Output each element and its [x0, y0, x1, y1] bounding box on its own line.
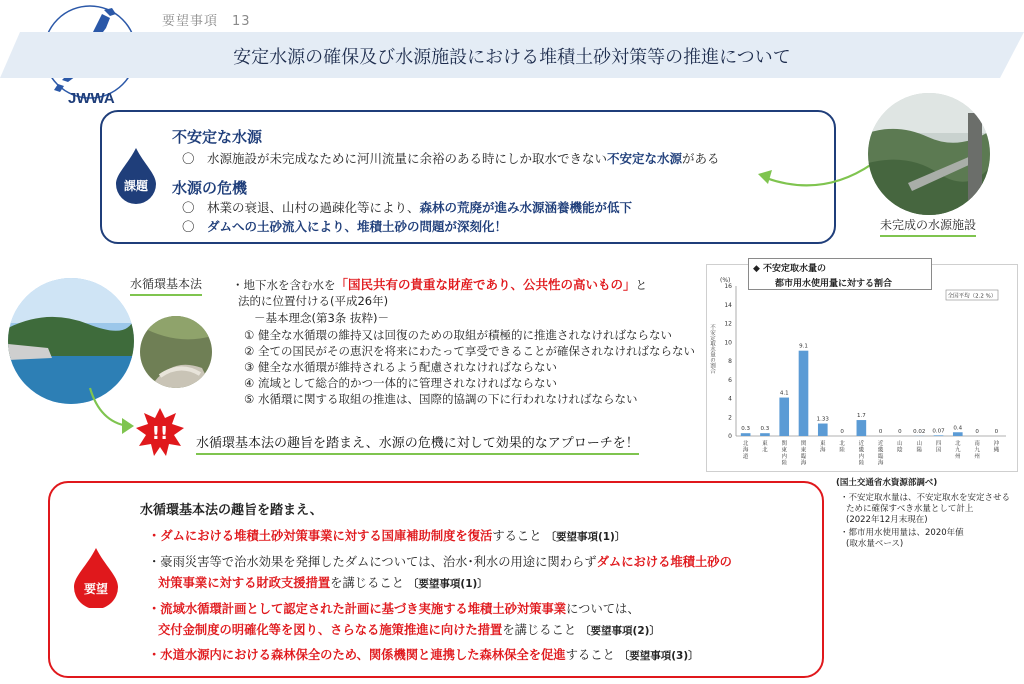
- y-unit-label: (%): [720, 277, 731, 284]
- x-tick-label: 北: [839, 441, 845, 447]
- bar-value-label: 0: [994, 429, 999, 435]
- request-1-ref: 〔要望事項(1)〕: [545, 531, 626, 543]
- issue-line-1: [182, 149, 720, 167]
- svg-text:!!: !!: [151, 423, 169, 444]
- issue-line-2-text: 〇 林業の衰退、山村の過疎化等により、: [182, 200, 420, 215]
- heading-source-crisis: 水源の危機: [172, 179, 248, 197]
- request-4-highlight: ・水道水源内における森林保全のため、関係機関と連携した森林保全を促進: [148, 648, 566, 662]
- x-tick-label: 近: [877, 441, 884, 447]
- photo-caption: 未完成の水源施設: [880, 216, 976, 237]
- y-tick-label: 0: [728, 433, 732, 440]
- issue-line-1-text: 〇 水源施設が未完成なために河川流量に余裕のある時にしか取水できない: [182, 151, 608, 166]
- x-tick-label: 国: [935, 447, 942, 454]
- x-tick-label: 四: [935, 441, 942, 447]
- chart-source: (国土交通省水資源部調べ): [836, 478, 938, 488]
- request-4-ref: 〔要望事項(3)〕: [618, 650, 699, 662]
- request-3-highlight-1: ・流域水循環計画として認定された計画に基づき実施する堆積土砂対策事業: [148, 602, 567, 616]
- x-tick-label: 州: [974, 454, 980, 460]
- bar: [760, 433, 770, 436]
- x-tick-label: 道: [742, 454, 749, 460]
- bar: [818, 424, 828, 436]
- bar: [953, 432, 963, 436]
- request-2-highlight-2: 対策事業に対する財政支援措置: [158, 576, 331, 590]
- heading-unstable-source: 不安定な水源: [172, 128, 263, 146]
- request-2-line-1: [148, 552, 732, 570]
- law-arrow: [84, 384, 144, 440]
- request-badge: [72, 548, 120, 608]
- request-3-highlight-2: 交付金制度の明確化等を図り、さらなる施策推進に向けた措置: [158, 623, 503, 637]
- bar: [857, 420, 867, 436]
- x-tick-label: 北: [762, 447, 768, 454]
- bar-value-label: 0.3: [741, 426, 751, 433]
- issue-line-3-bullet: 〇: [182, 219, 208, 234]
- principle-2: ② 全ての国民がその恵沢を将来にわたって享受できることが確保されなければならない: [244, 344, 695, 358]
- law-line-1-tail: と: [635, 278, 648, 292]
- x-tick-label: 陽: [916, 447, 922, 454]
- law-line-2: 法的に位置付ける(平成26年): [238, 294, 389, 308]
- unfinished-dam-photo: [868, 93, 990, 215]
- issue-line-2: [182, 198, 632, 216]
- law-label: 水循環基本法: [130, 275, 202, 296]
- law-line-1: [232, 275, 647, 293]
- x-tick-label: 九: [974, 447, 980, 454]
- request-3-line-1: [148, 599, 640, 617]
- request-1-highlight: ・ダムにおける堆積土砂対策事業に対する国庫補助制度を復活: [148, 529, 493, 543]
- x-tick-label: 東: [762, 441, 768, 447]
- x-tick-label: 沖: [993, 441, 1000, 447]
- request-3-tail-1: については、: [566, 602, 640, 616]
- x-tick-label: 臨: [800, 454, 807, 460]
- bar-value-label: 0: [840, 429, 844, 435]
- bar-value-label: 0: [975, 429, 979, 435]
- x-tick-label: 東: [800, 447, 807, 454]
- request-1-tail: すること: [492, 529, 542, 543]
- chart-title-1: ◆ 不安定取水量の: [753, 264, 827, 274]
- x-tick-label: 畿: [858, 447, 865, 454]
- chart-note-2a: ・都市用水使用量は、2020年値: [840, 528, 964, 538]
- x-tick-label: 海: [742, 447, 749, 454]
- principle-heading: －基本理念(第3条 抜粋)－: [254, 311, 389, 325]
- bar: [799, 351, 809, 436]
- y-tick-label: 2: [728, 414, 732, 422]
- x-tick-label: 南: [974, 441, 980, 447]
- y-tick-label: 6: [728, 376, 732, 384]
- request-2-text: ・豪雨災害等で治水効果を発揮したダムについては、治水･利水の用途に関わらず: [148, 555, 597, 569]
- request-number: 要望事項 13: [162, 14, 251, 29]
- issue-line-1-highlight: 不安定な水源: [607, 151, 683, 166]
- request-2-line-2: [158, 573, 488, 591]
- issue-line-2-highlight: 森林の荒廃が進み水源涵養機能が低下: [419, 200, 633, 215]
- request-4: [148, 645, 699, 663]
- bar: [934, 435, 944, 436]
- x-tick-label: 海: [800, 460, 807, 467]
- y-tick-label: 14: [724, 301, 732, 309]
- request-2-tail: を講じること: [330, 576, 404, 590]
- bar-value-label: 0.3: [760, 426, 770, 433]
- y-tick-label: 16: [724, 283, 732, 290]
- law-line-1-highlight: 「国民共有の貴重な財産であり、公共性の高いもの」: [335, 277, 636, 292]
- bar-value-label: 0.07: [932, 428, 945, 435]
- issue-line-1-tail: がある: [682, 151, 720, 166]
- issue-badge-label: 課題: [123, 179, 148, 193]
- bar: [741, 433, 751, 436]
- request-3-line-2: [158, 620, 660, 638]
- x-tick-label: 臨: [877, 454, 884, 460]
- bar-chart: [706, 264, 1018, 472]
- x-tick-label: 陸: [839, 447, 845, 454]
- request-2-highlight-1: ダムにおける堆積土砂の: [596, 555, 732, 569]
- chart-note-1a: ・不安定取水量は、不安定取水を安定させる: [840, 493, 1011, 503]
- principle-3: ③ 健全な水循環が維持されるよう配慮されなければならない: [244, 360, 557, 374]
- bar-value-label: 0.02: [913, 428, 926, 435]
- request-3-ref: 〔要望事項(2)〕: [580, 625, 660, 637]
- bar-value-label: 0.4: [953, 425, 963, 432]
- x-tick-label: 海: [877, 460, 884, 467]
- principle-1: ① 健全な水循環の維持又は回復のための取組が積極的に推進されなければならない: [244, 328, 672, 342]
- issue-line-3-highlight: ダムへの土砂流入により、堆積土砂の問題が深刻化！: [207, 219, 508, 234]
- x-tick-label: 内: [781, 454, 787, 460]
- x-tick-label: 畿: [877, 447, 884, 454]
- y-axis-label: 不安定取水量の割合: [709, 324, 715, 374]
- request-badge-label: 要望: [83, 582, 108, 596]
- x-tick-label: 山: [916, 441, 922, 447]
- y-tick-label: 8: [728, 358, 732, 365]
- issue-line-3: [182, 217, 507, 235]
- logo-text: JWWA: [68, 90, 115, 107]
- x-tick-label: 近: [858, 441, 865, 447]
- y-tick-label: 10: [724, 339, 732, 347]
- x-tick-label: 陸: [858, 460, 865, 467]
- law-conclusion: 水循環基本法の趣旨を踏まえ、水源の危機に対して効果的なアプローチを！: [196, 432, 639, 455]
- request-1: [148, 526, 625, 544]
- x-tick-label: 縄: [993, 447, 1000, 454]
- request-4-tail: すること: [565, 648, 615, 662]
- chart-note-1b: ために確保すべき水量として計上: [846, 504, 974, 514]
- x-tick-label: 関: [781, 441, 787, 447]
- page-title: 安定水源の確保及び水源施設における堆積土砂対策等の推進について: [233, 47, 791, 68]
- request-3-tail-2: を講じること: [502, 623, 577, 637]
- y-tick-label: 12: [724, 320, 732, 328]
- x-tick-label: 九: [955, 447, 961, 454]
- x-tick-label: 東: [781, 447, 787, 454]
- principle-4: ④ 流域として総合的かつ一体的に管理されなければならない: [244, 376, 557, 390]
- x-tick-label: 海: [820, 447, 826, 454]
- x-tick-label: 東: [820, 441, 826, 447]
- title-banner: [0, 32, 1024, 78]
- bar-value-label: 0: [878, 429, 883, 435]
- request-2-ref: 〔要望事項(1)〕: [407, 578, 488, 590]
- x-tick-label: 州: [955, 454, 961, 460]
- request-intro: 水循環基本法の趣旨を踏まえ、: [140, 503, 323, 518]
- law-line-1-text: ・地下水を含む水を: [232, 278, 336, 292]
- x-tick-label: 内: [858, 454, 865, 460]
- bar-value-label: 4.1: [779, 390, 789, 397]
- x-tick-label: 陰: [897, 447, 903, 454]
- x-tick-label: 北: [742, 441, 749, 447]
- bar-value-label: 9.1: [799, 343, 808, 350]
- x-tick-label: 北: [955, 441, 961, 447]
- principle-5: ⑤ 水循環に関する取組の推進は、国際的協調の下に行われなければならない: [244, 392, 638, 406]
- x-tick-label: 陸: [781, 460, 787, 467]
- photo-arrow: [752, 150, 876, 194]
- x-tick-label: 関: [800, 441, 807, 447]
- chart-note-1c: (2022年12月末現在): [846, 515, 928, 525]
- river-photo: [140, 316, 212, 388]
- chart-title-2: 都市用水使用量に対する割合: [775, 279, 893, 289]
- x-tick-label: 山: [897, 441, 903, 447]
- bar-value-label: 1.7: [856, 413, 866, 420]
- bar-value-label: 0: [898, 429, 902, 435]
- alert-burst-icon: [136, 408, 184, 456]
- bar-value-label: 1.33: [816, 416, 829, 423]
- average-legend-label: 全国平均（2.2 %）: [947, 293, 997, 300]
- y-tick-label: 4: [728, 395, 732, 403]
- issue-badge: [114, 148, 158, 204]
- chart-note-2b: (取水量ベース): [846, 539, 904, 549]
- bar: [779, 398, 789, 436]
